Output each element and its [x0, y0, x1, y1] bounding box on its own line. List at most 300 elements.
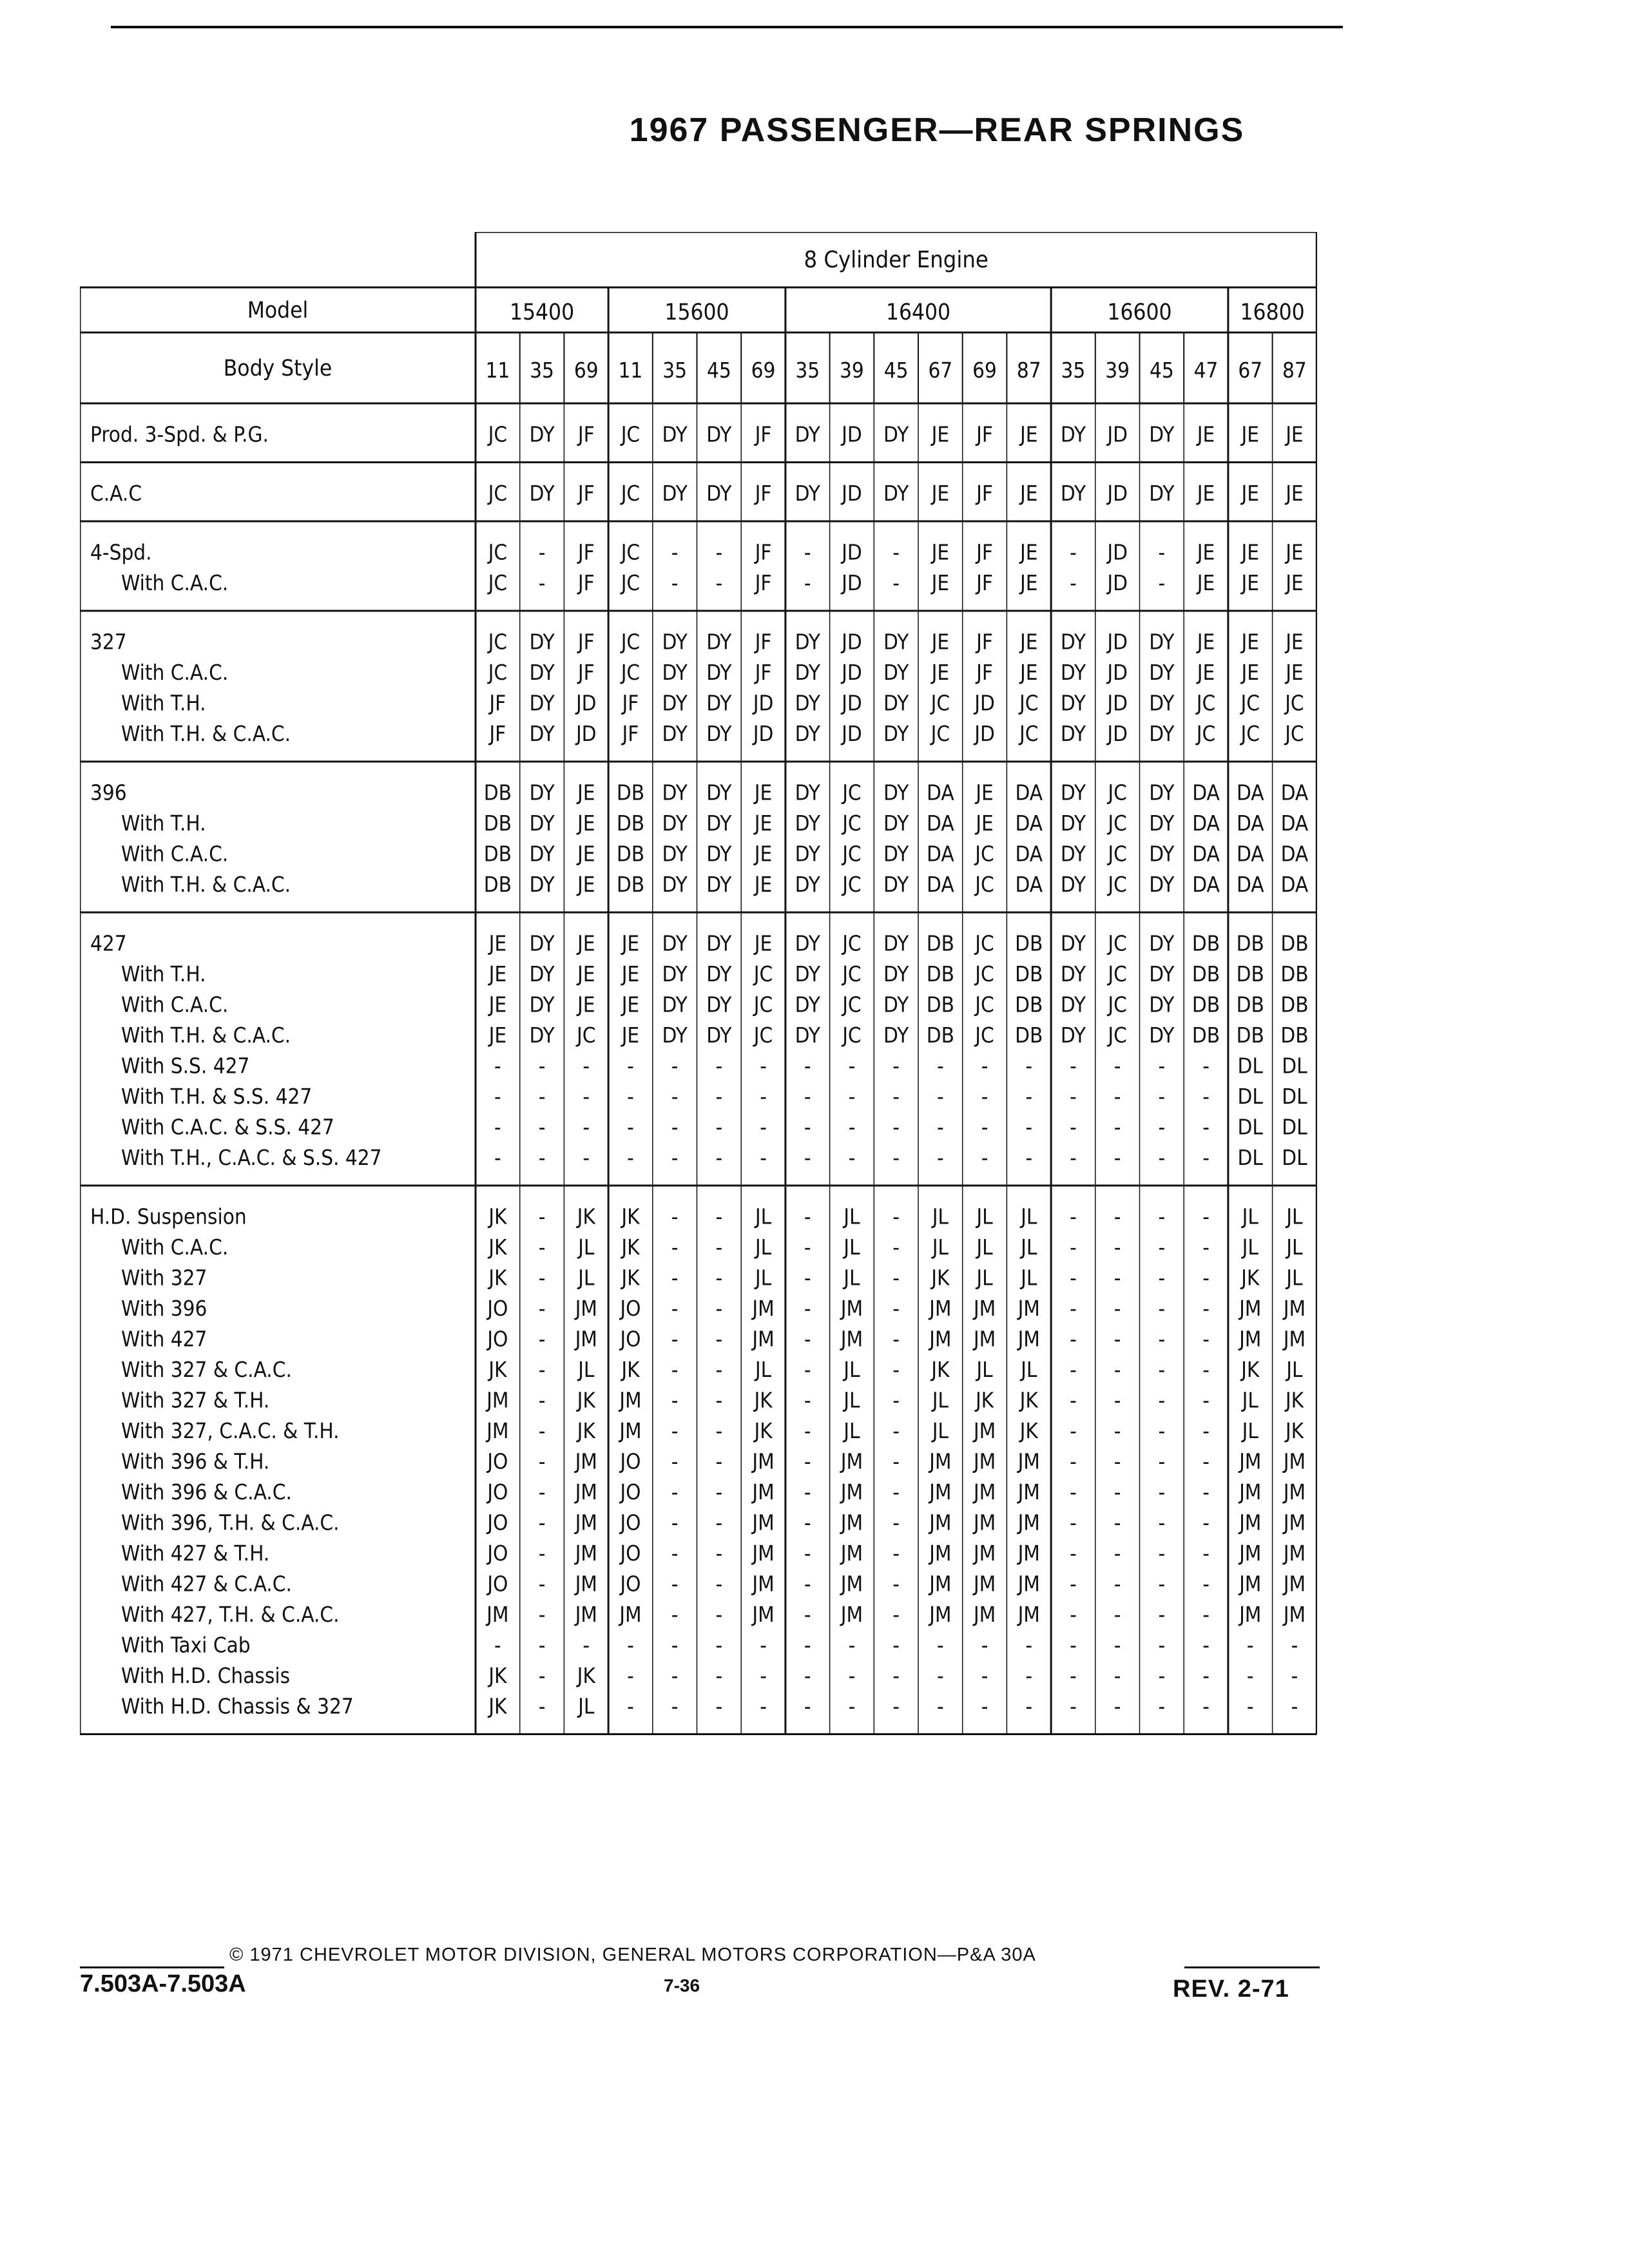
spring-code-cell: - [538, 1296, 546, 1321]
spring-code-cell: - [936, 1114, 944, 1140]
spring-code-cell: JF [577, 629, 595, 655]
body-style-16400-35: 35 [795, 358, 820, 383]
spring-code-cell: DY [795, 961, 820, 986]
spring-code-cell: JE [621, 992, 640, 1017]
spring-code-cell: JE [621, 930, 640, 956]
spring-code-cell: JL [1242, 1387, 1258, 1413]
spring-code-cell: JC [975, 872, 994, 897]
spring-code-cell: DB [483, 872, 512, 897]
spring-code-cell: DY [1060, 811, 1086, 836]
spring-code-cell: - [892, 1326, 900, 1352]
spring-code-cell: - [1070, 1235, 1077, 1260]
row-label: With T.H. [121, 690, 206, 716]
spring-code-cell: JC [488, 421, 508, 447]
row-label: With 327 & T.H. [121, 1387, 270, 1413]
spring-code-cell: JM [752, 1479, 775, 1504]
spring-code-cell: JF [755, 660, 772, 685]
spring-code-cell: - [936, 1084, 944, 1109]
spring-code-cell: JL [843, 1357, 860, 1382]
spring-code-cell: JL [932, 1235, 949, 1260]
spring-code-cell: - [583, 1053, 590, 1079]
spring-code-cell: JM [1017, 1510, 1040, 1535]
spring-code-cell: DB [1236, 992, 1264, 1017]
row-label: With 327 [121, 1265, 207, 1291]
top-rule [111, 26, 1343, 28]
spring-code-cell: DA [1015, 841, 1043, 867]
spring-code-cell: JL [843, 1265, 860, 1291]
spring-code-cell: JO [487, 1479, 508, 1504]
footer-page-number: 7-36 [664, 1975, 700, 1995]
spring-code-cell: JF [976, 660, 993, 685]
row-label: With T.H., C.A.C. & S.S. 427 [121, 1145, 382, 1170]
spring-code-cell: DY [529, 872, 555, 897]
row-label: With T.H. & C.A.C. [121, 1023, 291, 1048]
spring-code-cell: - [1158, 1145, 1166, 1170]
spring-code-cell: - [1158, 1693, 1166, 1719]
spring-code-cell: JC [753, 992, 773, 1017]
spring-code-cell: DL [1282, 1053, 1307, 1079]
spring-code-cell: - [1113, 1204, 1121, 1229]
spring-code-cell: JF [577, 539, 595, 565]
body-style-15600-45: 45 [706, 358, 731, 383]
body-style-16800-87: 87 [1282, 358, 1307, 383]
spring-code-cell: DY [706, 629, 732, 655]
spring-code-cell: JL [578, 1357, 595, 1382]
spring-code-cell: - [715, 1235, 723, 1260]
spring-code-cell: DY [529, 421, 555, 447]
spring-code-cell: JM [973, 1571, 996, 1597]
spring-code-cell: JE [931, 570, 950, 595]
spring-code-cell: JE [1286, 421, 1304, 447]
spring-code-cell: DA [1192, 780, 1220, 805]
spring-code-cell: - [538, 1204, 546, 1229]
spring-code-cell: - [538, 1479, 546, 1504]
spring-code-cell: DY [795, 930, 820, 956]
spring-code-cell: DY [795, 721, 820, 746]
spring-code-cell: - [715, 1265, 723, 1291]
body-style-16800-67: 67 [1238, 358, 1263, 383]
spring-code-cell: DY [795, 872, 820, 897]
spring-code-cell: JC [1196, 721, 1216, 746]
spring-code-cell: JL [1021, 1357, 1037, 1382]
spring-code-cell: - [1158, 1265, 1166, 1291]
spring-code-cell: - [1158, 1296, 1166, 1321]
spring-code-cell: DY [883, 780, 909, 805]
spring-code-cell: JM [1283, 1296, 1306, 1321]
spring-code-cell: - [1202, 1204, 1210, 1229]
spring-code-cell: - [671, 1510, 679, 1535]
spring-code-cell: - [538, 539, 546, 565]
spring-code-cell: JC [1108, 841, 1127, 867]
spring-code-cell: DL [1237, 1084, 1263, 1109]
spring-code-cell: JF [577, 481, 595, 506]
spring-code-cell: JL [932, 1387, 949, 1413]
spring-code-cell: - [1025, 1693, 1033, 1719]
spring-code-cell: JL [1286, 1204, 1303, 1229]
spring-code-cell: JD [842, 539, 862, 565]
spring-code-cell: - [1113, 1632, 1121, 1658]
spring-code-cell: JK [621, 1235, 640, 1260]
row-label: With 427, T.H. & C.A.C. [121, 1602, 340, 1627]
spring-code-cell: - [804, 1387, 811, 1413]
spring-code-cell: - [538, 1114, 546, 1140]
spring-code-cell: JM [929, 1296, 952, 1321]
spring-code-cell: JM [929, 1571, 952, 1597]
spring-code-cell: - [715, 1448, 723, 1474]
spring-code-cell: - [848, 1053, 856, 1079]
spring-code-cell: JK [1241, 1265, 1260, 1291]
row-label: 327 [90, 629, 127, 655]
spring-code-cell: DY [1060, 690, 1086, 716]
spring-code-cell: - [1113, 1053, 1121, 1079]
spring-code-cell: JK [754, 1387, 773, 1413]
spring-code-cell: - [671, 1663, 679, 1688]
spring-code-cell: - [494, 1053, 501, 1079]
spring-code-cell: DY [883, 930, 909, 956]
spring-code-cell: - [892, 1296, 900, 1321]
spring-code-cell: DY [706, 481, 732, 506]
spring-code-cell: JD [1107, 421, 1128, 447]
spring-code-cell: DB [483, 811, 512, 836]
spring-code-cell: - [1158, 1387, 1166, 1413]
spring-code-cell: - [583, 1084, 590, 1109]
spring-code-cell: JL [932, 1204, 949, 1229]
spring-code-cell: - [892, 1602, 900, 1627]
spring-code-cell: - [627, 1114, 634, 1140]
engine-header: 8 Cylinder Engine [804, 247, 988, 273]
spring-code-cell: JE [577, 992, 595, 1017]
spring-code-cell: - [538, 570, 546, 595]
spring-code-cell: JC [1285, 721, 1304, 746]
spring-code-cell: - [671, 1235, 679, 1260]
footer-rule-right [1184, 1966, 1320, 1968]
spring-code-cell: DY [1149, 629, 1175, 655]
spring-code-cell: DA [1015, 811, 1043, 836]
spring-code-cell: - [538, 1418, 546, 1443]
spring-code-cell: JC [1019, 690, 1039, 716]
spring-code-cell: - [1113, 1448, 1121, 1474]
spring-code-cell: DY [883, 961, 909, 986]
spring-code-cell: JF [755, 570, 772, 595]
spring-code-cell: - [804, 1235, 811, 1260]
spring-code-cell: JM [840, 1296, 863, 1321]
spring-code-cell: - [1113, 1541, 1121, 1566]
row-label: With T.H. & C.A.C. [121, 721, 291, 746]
row-label: With 396 & T.H. [121, 1448, 270, 1474]
spring-code-cell: DY [1060, 629, 1086, 655]
spring-code-cell: JM [1239, 1296, 1262, 1321]
spring-code-cell: DY [795, 690, 820, 716]
spring-code-cell: JE [754, 780, 773, 805]
spring-code-cell: - [1158, 1235, 1166, 1260]
spring-code-cell: - [936, 1632, 944, 1658]
spring-code-cell: - [804, 1663, 811, 1688]
spring-code-cell: JE [1241, 539, 1260, 565]
spring-code-cell: DB [1191, 992, 1220, 1017]
row-label: Prod. 3-Spd. & P.G. [90, 421, 269, 447]
spring-code-cell: JK [488, 1357, 507, 1382]
spring-code-cell: - [583, 1114, 590, 1140]
spring-code-cell: JD [1107, 660, 1128, 685]
spring-code-cell: JC [621, 539, 641, 565]
spring-code-cell: - [1246, 1632, 1254, 1658]
spring-code-cell: - [715, 1418, 723, 1443]
spring-code-cell: JM [487, 1387, 509, 1413]
spring-code-cell: - [1158, 1510, 1166, 1535]
spring-code-cell: DB [483, 841, 512, 867]
spring-code-cell: JE [931, 660, 950, 685]
spring-code-cell: JM [575, 1479, 597, 1504]
spring-code-cell: JE [1197, 539, 1215, 565]
spring-code-cell: JE [1197, 481, 1215, 506]
spring-code-cell: JC [842, 872, 862, 897]
spring-code-cell: - [804, 1418, 811, 1443]
spring-code-cell: DB [1191, 1023, 1220, 1048]
spring-code-cell: DY [662, 811, 688, 836]
spring-code-cell: - [1113, 1235, 1121, 1260]
spring-code-cell: - [671, 1265, 679, 1291]
spring-code-cell: JF [755, 539, 772, 565]
spring-code-cell: JE [577, 841, 595, 867]
spring-code-cell: DY [662, 721, 688, 746]
spring-code-cell: JC [1108, 872, 1127, 897]
spring-code-cell: JK [1019, 1418, 1038, 1443]
spring-code-cell: - [1113, 1602, 1121, 1627]
spring-code-cell: JE [754, 841, 773, 867]
spring-code-cell: - [804, 1296, 811, 1321]
model-label: Model [247, 298, 309, 323]
spring-code-cell: - [936, 1145, 944, 1170]
spring-code-cell: JF [489, 721, 506, 746]
spring-code-cell: JE [931, 481, 950, 506]
spring-code-cell: JL [976, 1204, 993, 1229]
row-label: 4-Spd. [90, 539, 152, 565]
spring-code-cell: JE [1019, 421, 1038, 447]
spring-code-cell: DY [883, 660, 909, 685]
spring-code-cell: - [671, 1326, 679, 1352]
spring-code-cell: - [1202, 1235, 1210, 1260]
spring-code-cell: JE [754, 811, 773, 836]
spring-code-cell: - [981, 1632, 988, 1658]
spring-code-cell: JE [1286, 660, 1304, 685]
spring-code-cell: JC [1108, 780, 1127, 805]
spring-code-cell: JM [487, 1418, 509, 1443]
spring-code-cell: - [1202, 1053, 1210, 1079]
spring-code-cell: JM [1017, 1571, 1040, 1597]
spring-code-cell: DY [662, 872, 688, 897]
spring-code-cell: JK [577, 1387, 595, 1413]
spring-code-cell: - [1070, 1479, 1077, 1504]
spring-code-cell: - [1202, 1510, 1210, 1535]
spring-code-cell: DY [706, 780, 732, 805]
spring-code-cell: - [1202, 1114, 1210, 1140]
spring-code-cell: - [627, 1084, 634, 1109]
spring-code-cell: - [538, 1602, 546, 1627]
spring-code-cell: JF [976, 481, 993, 506]
spring-code-cell: - [1070, 1296, 1077, 1321]
spring-code-cell: - [1158, 570, 1166, 595]
spring-code-cell: - [538, 1663, 546, 1688]
spring-code-cell: JC [842, 992, 862, 1017]
spring-code-cell: DB [926, 992, 954, 1017]
spring-code-cell: JM [929, 1326, 952, 1352]
spring-code-cell: JK [754, 1418, 773, 1443]
row-label: With T.H. [121, 811, 206, 836]
spring-code-cell: JM [973, 1326, 996, 1352]
spring-code-cell: DB [1236, 961, 1264, 986]
spring-code-cell: JM [575, 1296, 597, 1321]
spring-code-cell: JO [487, 1571, 508, 1597]
spring-code-cell: - [804, 1541, 811, 1566]
spring-code-cell: JM [1017, 1479, 1040, 1504]
body-style-16600-45: 45 [1149, 358, 1174, 383]
spring-code-cell: - [1070, 1602, 1077, 1627]
spring-code-cell: - [494, 1632, 501, 1658]
spring-code-cell: - [671, 1602, 679, 1627]
spring-code-cell: - [804, 1448, 811, 1474]
spring-code-cell: DA [1192, 872, 1220, 897]
spring-code-cell: - [892, 1571, 900, 1597]
spring-code-cell: DA [927, 841, 954, 867]
spring-code-cell: DY [1060, 660, 1086, 685]
spring-code-cell: - [627, 1663, 634, 1688]
row-label: C.A.C [90, 481, 142, 506]
spring-code-cell: - [1202, 1541, 1210, 1566]
spring-code-cell: JM [929, 1602, 952, 1627]
spring-code-cell: DY [1060, 841, 1086, 867]
spring-code-cell: - [804, 1145, 811, 1170]
spring-code-cell: JD [842, 570, 862, 595]
spring-code-table [80, 232, 1317, 1758]
row-label: 427 [90, 930, 127, 956]
spring-code-cell: DY [1060, 961, 1086, 986]
footer-section-ref: 7.503A-7.503A [80, 1970, 246, 1997]
spring-code-cell: DB [1015, 992, 1043, 1017]
spring-code-cell: JM [619, 1602, 642, 1627]
spring-code-cell: JC [975, 1023, 994, 1048]
spring-code-cell: - [715, 1510, 723, 1535]
spring-code-cell: - [1202, 1418, 1210, 1443]
row-label: With Taxi Cab [121, 1632, 251, 1658]
model-group-15600: 15600 [664, 300, 729, 325]
spring-code-cell: DA [1236, 872, 1264, 897]
spring-code-cell: DY [1149, 721, 1175, 746]
spring-code-cell: JL [843, 1418, 860, 1443]
spring-code-cell: JC [1108, 992, 1127, 1017]
spring-code-cell: JE [1019, 570, 1038, 595]
spring-code-cell: JK [488, 1204, 507, 1229]
spring-code-cell: JE [976, 811, 994, 836]
spring-code-cell: JE [1197, 660, 1215, 685]
spring-code-cell: - [892, 1265, 900, 1291]
spring-code-cell: - [715, 1114, 723, 1140]
spring-code-cell: DY [529, 930, 555, 956]
spring-code-cell: JM [575, 1541, 597, 1566]
spring-code-cell: - [1025, 1084, 1033, 1109]
spring-code-cell: JL [1021, 1204, 1037, 1229]
spring-code-cell: JF [755, 629, 772, 655]
spring-code-cell: JM [840, 1448, 863, 1474]
spring-code-cell: - [1158, 1541, 1166, 1566]
spring-code-cell: - [1158, 1204, 1166, 1229]
spring-code-cell: JK [931, 1265, 950, 1291]
spring-code-cell: DY [795, 841, 820, 867]
spring-code-cell: JC [975, 930, 994, 956]
spring-code-cell: - [804, 1326, 811, 1352]
spring-code-cell: JD [842, 481, 862, 506]
spring-code-cell: JE [1241, 660, 1260, 685]
spring-code-cell: - [760, 1053, 767, 1079]
spring-code-cell: - [1202, 1145, 1210, 1170]
spring-code-cell: - [1291, 1663, 1298, 1688]
spring-code-cell: JM [973, 1418, 996, 1443]
spring-code-cell: JM [840, 1602, 863, 1627]
spring-code-cell: DL [1237, 1053, 1263, 1079]
spring-code-cell: - [1202, 1571, 1210, 1597]
spring-code-cell: - [627, 1145, 634, 1170]
row-label: With H.D. Chassis [121, 1663, 291, 1688]
spring-code-cell: DY [1149, 660, 1175, 685]
spring-code-cell: JD [1107, 539, 1128, 565]
spring-code-cell: - [1202, 1326, 1210, 1352]
spring-code-cell: JD [842, 721, 862, 746]
spring-code-cell: - [1158, 1326, 1166, 1352]
spring-code-cell: - [715, 1632, 723, 1658]
spring-code-cell: - [1113, 1326, 1121, 1352]
spring-code-cell: DY [1149, 872, 1175, 897]
spring-code-cell: - [538, 1448, 546, 1474]
spring-code-cell: JD [1107, 690, 1128, 716]
spring-code-cell: - [1158, 1418, 1166, 1443]
body-style-15600-69: 69 [751, 358, 776, 383]
spring-code-cell: JE [577, 930, 595, 956]
spring-code-cell: - [627, 1053, 634, 1079]
spring-code-cell: JE [488, 930, 507, 956]
spring-code-cell: JF [577, 570, 595, 595]
spring-code-cell: JM [1017, 1448, 1040, 1474]
spring-code-cell: - [981, 1145, 988, 1170]
spring-code-cell: JE [1286, 629, 1304, 655]
row-label: With T.H. [121, 961, 206, 986]
spring-code-cell: - [1070, 1387, 1077, 1413]
spring-code-cell: JE [1019, 481, 1038, 506]
row-label: 396 [90, 780, 127, 805]
spring-code-cell: JM [1239, 1541, 1262, 1566]
spring-code-cell: JM [1017, 1326, 1040, 1352]
spring-code-cell: - [892, 1693, 900, 1719]
spring-code-cell: - [760, 1084, 767, 1109]
spring-code-cell: JO [487, 1326, 508, 1352]
spring-code-cell: JM [1239, 1510, 1262, 1535]
spring-code-cell: JE [1019, 539, 1038, 565]
spring-code-cell: JC [842, 780, 862, 805]
spring-code-cell: JC [1196, 690, 1216, 716]
page-title: 1967 PASSENGER—REAR SPRINGS [629, 111, 1245, 149]
spring-code-cell: JF [755, 481, 772, 506]
spring-code-cell: JE [931, 629, 950, 655]
spring-code-cell: JK [1285, 1418, 1304, 1443]
spring-code-cell: - [538, 1326, 546, 1352]
spring-code-cell: JE [577, 961, 595, 986]
spring-code-cell: - [627, 1693, 634, 1719]
spring-code-cell: - [538, 1541, 546, 1566]
spring-code-cell: - [981, 1663, 988, 1688]
spring-code-cell: - [494, 1114, 501, 1140]
spring-code-cell: - [892, 1510, 900, 1535]
spring-code-cell: JM [619, 1418, 642, 1443]
spring-code-cell: JF [622, 721, 639, 746]
spring-code-cell: JD [1107, 481, 1128, 506]
